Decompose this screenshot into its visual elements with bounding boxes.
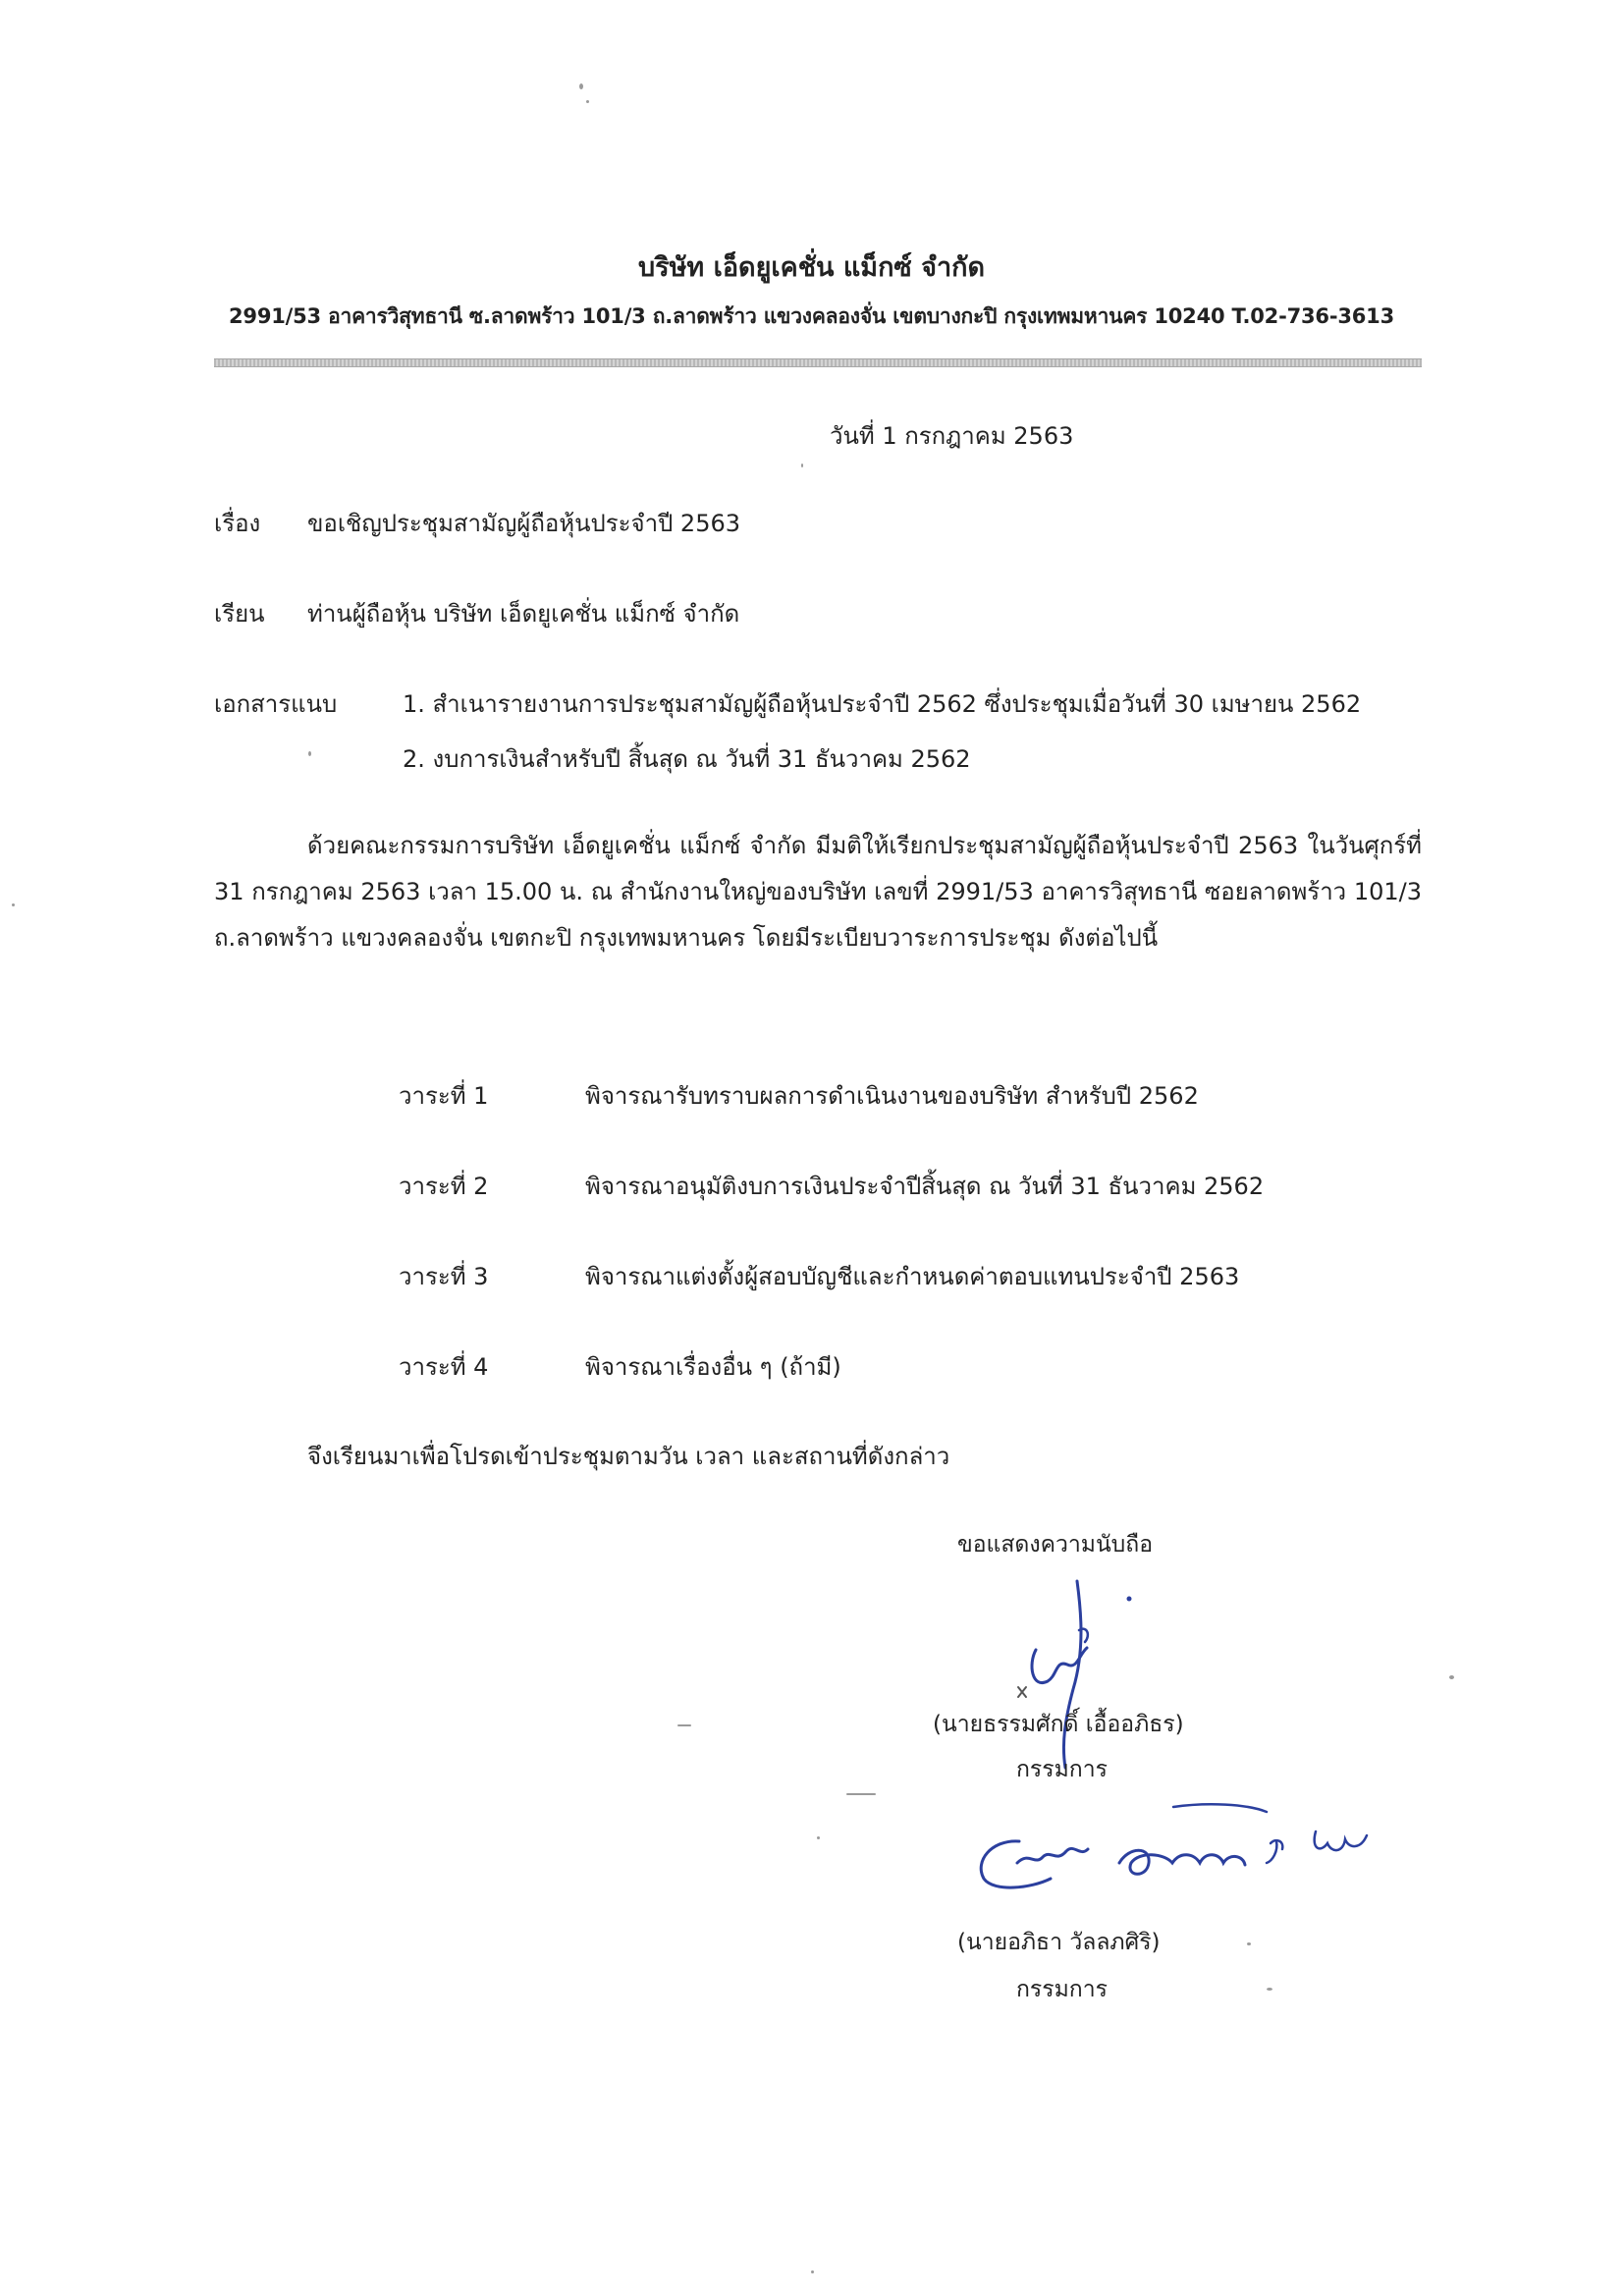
subject-label: เรื่อง (214, 510, 261, 537)
agenda-item-4-label: วาระที่ 4 (399, 1353, 489, 1381)
scan-speck (1449, 1675, 1454, 1679)
regards-text: ขอแสดงความนับถือ (957, 1532, 1154, 1558)
attachment-item: 2. งบการเงินสำหรับปี สิ้นสุด ณ วันที่ 31 ธันวาคม 2562 (403, 745, 971, 773)
scan-speck (677, 1724, 691, 1726)
scan-speck (1267, 1988, 1272, 1991)
agenda-item-2-label: วาระที่ 2 (399, 1173, 489, 1200)
body-paragraph: ด้วยคณะกรรมการบริษัท เอ็ดยูเคชั่น แม็กซ์ จำกัด มีมติให้เรียกประชุมสามัญผู้ถือหุ้นประจำปี 2563 ในวันศุกร์ที่ 31 กรกฎาคม 2563 เวลา 15.00 น. ณ สำนักงานใหญ่ของบริษัท เลขที่ 2991/53 อาคารวิสุทธานี ซอยลาดพร้าว 101/3 ถ.ลาดพร้าว แขวงคลองจั่น เขตกะปิ กรุงเทพมหานคร โดยมีระเบียบวาระการประชุม ดังต่อไปนี้ (214, 832, 1422, 952)
scan-speck (586, 100, 589, 103)
scan-speck (12, 903, 15, 906)
agenda-item-1-label: วาระที่ 1 (399, 1082, 489, 1110)
scan-speck (308, 751, 311, 756)
scan-speck (817, 1836, 820, 1839)
attachments-label: เอกสารแนบ (214, 690, 338, 718)
scan-speck (811, 2270, 814, 2273)
agenda-item-4-text: พิจารณาเรื่องอื่น ๆ (ถ้ามี) (585, 1353, 841, 1381)
letter-date: วันที่ 1 กรกฎาคม 2563 (830, 422, 1074, 450)
agenda-item-3-label: วาระที่ 3 (399, 1263, 489, 1290)
scan-speck (579, 83, 583, 89)
signatory-1-title: กรรมการ (1016, 1757, 1108, 1782)
recipient-text: ท่านผู้ถือหุ้น บริษัท เอ็ดยูเคชั่น แม็กซ์ จำกัด (307, 600, 740, 628)
attachment-item: 1. สำเนารายงานการประชุมสามัญผู้ถือหุ้นประจำปี 2562 ซึ่งประชุมเมื่อวันที่ 30 เมษายน 2562 (403, 690, 1362, 718)
agenda-item-3-text: พิจารณาแต่งตั้งผู้สอบบัญชีและกำหนดค่าตอบแทนประจำปี 2563 (585, 1263, 1240, 1290)
company-name: บริษัท เอ็ดยูเคชั่น แม็กซ์ จำกัด (637, 252, 986, 283)
closing-sentence: จึงเรียนมาเพื่อโปรดเข้าประชุมตามวัน เวลา และสถานที่ดังกล่าว (307, 1443, 950, 1470)
signature-1-image (997, 1571, 1154, 1777)
signatory-1-name: (นายธรรมศักดิ์ เอื้ออภิธร) (933, 1712, 1184, 1737)
agenda-item-1-text: พิจารณารับทราบผลการดำเนินงานของบริษัท สำหรับปี 2562 (585, 1082, 1199, 1110)
recipient-label: เรียน (214, 600, 265, 628)
scan-speck (846, 1793, 876, 1795)
signatory-2-name: (นายอภิธา วัลลภศิริ) (957, 1930, 1161, 1955)
header-divider (214, 358, 1422, 367)
scan-speck (801, 464, 803, 467)
company-address: 2991/53 อาคารวิสุทธานี ซ.ลาดพร้าว 101/3 ถ.ลาดพร้าว แขวงคลองจั่น เขตบางกะปิ กรุงเทพมหานคร 10240 T.02-736-3613 (229, 304, 1394, 328)
agenda-item-2-text: พิจารณาอนุมัติงบการเงินประจำปีสิ้นสุด ณ วันที่ 31 ธันวาคม 2562 (585, 1173, 1265, 1200)
subject-text: ขอเชิญประชุมสามัญผู้ถือหุ้นประจำปี 2563 (307, 510, 741, 537)
scan-speck (1247, 1942, 1251, 1945)
signature-2-image (972, 1792, 1394, 1900)
signatory-2-title: กรรมการ (1016, 1977, 1108, 2002)
